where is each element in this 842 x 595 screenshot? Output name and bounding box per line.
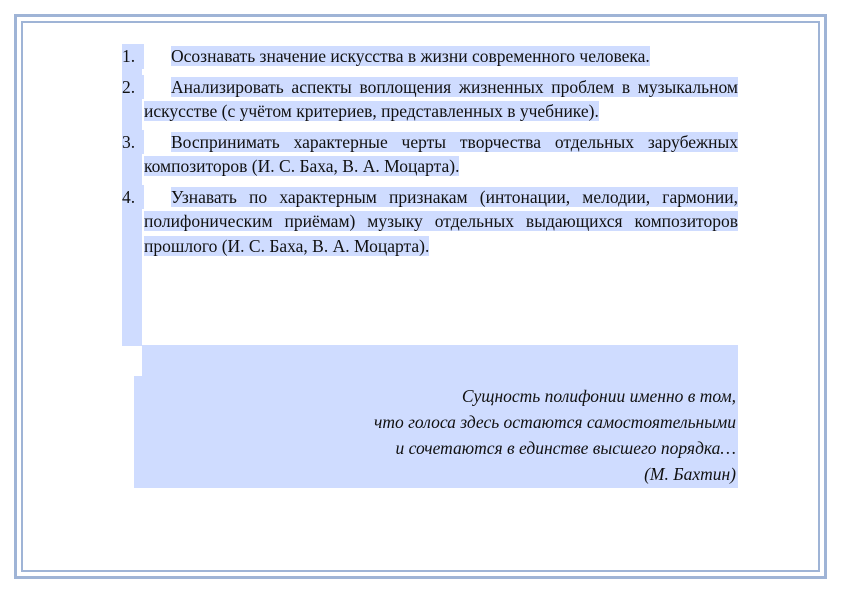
highlight-gap [142,345,738,376]
list-item-text: Осознавать значение искусства в жизни современного человека. [171,46,650,66]
list-item [122,130,738,179]
list-item [122,75,738,124]
epigraph-quote [134,376,738,488]
list-item-number: 2. [122,75,144,100]
list-item [122,185,738,259]
list-item-text: Воспринимать характерные черты творчества отдельных зарубежных композиторов (И. С. Баха, В. А. Моцарта). [144,131,738,176]
quote-line: Сущность полифонии именно в том, [461,386,736,406]
quote-line: и сочетаются в единстве высшего порядка… [395,438,736,458]
quote-line: что голоса здесь остаются самостоятельными [373,412,736,432]
list-item-text: Узнавать по характерным признакам (интонации, мелодии, гармонии, полифоническим приёмам) музыку отдельных выдающихся композиторов прошлого (И. С. Баха, В. А. Моцарта). [144,186,738,256]
list-item-number: 1. [122,44,144,69]
goals-list [122,44,738,264]
list-item-number: 4. [122,185,144,210]
list-item-number: 3. [122,130,144,155]
list-item [122,44,738,69]
quote-author: (М. Бахтин) [644,464,736,484]
list-item-text: Анализировать аспекты воплощения жизненных проблем в музыкальном искусстве (с учётом критериев, представленных в учебнике). [144,76,738,121]
